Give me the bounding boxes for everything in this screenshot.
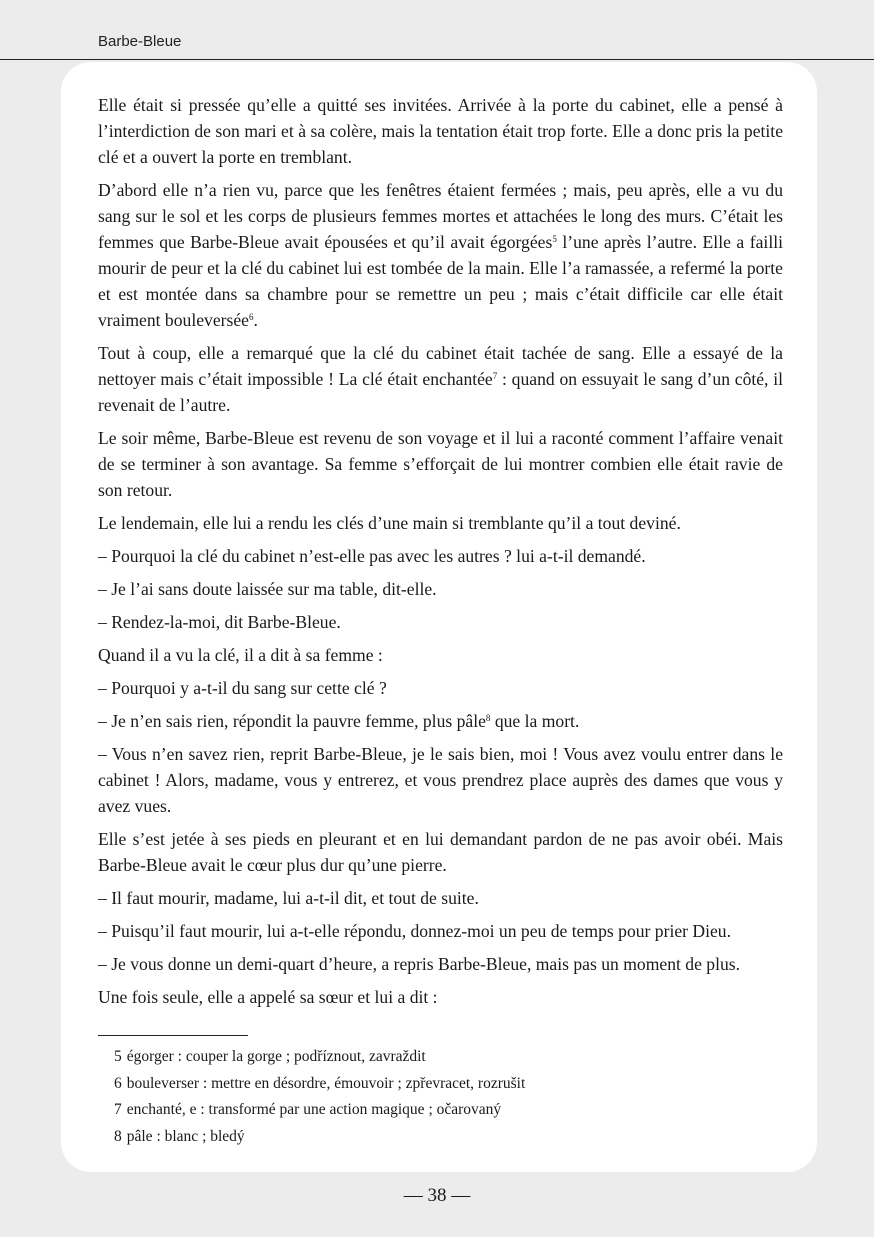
paragraph-text: : quand on essuyait le sang d’un côté, il revenait de l’autre. [98,369,784,415]
paragraph-text: D’abord elle n’a rien vu, parce que les fenêtres étaient fermées ; mais, peu après, elle a vu du sang sur le sol et les corps de plusieurs femmes mortes et attachées le long des murs. C’était les femmes que Barbe-Bleue avait épousées et qu’il avait égorgées [98,180,783,252]
footnote-ref: 7 [492,371,498,381]
paragraph [98,708,783,734]
paragraph-text: que la mort. [490,711,580,731]
paragraph [98,510,783,536]
body-text [98,92,783,1010]
paragraph-text: Le soir même, Barbe-Bleue est revenu de son voyage et il lui a raconté comment l’affaire venait de se terminer à son avantage. Sa femme s’efforçait de lui montrer combien elle était ravie de son retour. [98,428,783,500]
paragraph-text: . [253,310,258,330]
paragraph-text: Le lendemain, elle lui a rendu les clés d’une main si tremblante qu’il a tout deviné. [98,513,681,533]
footnote-number: 6 [114,1074,122,1092]
footnote-text: bouleverser : mettre en désordre, émouvoir ; zpřevracet, rozrušit [126,1074,526,1092]
paragraph-text: – Pourquoi y a-t-il du sang sur cette clé ? [98,678,387,698]
paragraph-text: – Il faut mourir, madame, lui a-t-il dit, et tout de suite. [98,888,479,908]
paragraph [98,642,783,668]
footnote-number: 5 [114,1048,122,1065]
footnote [98,1044,783,1071]
paragraph [98,576,783,602]
footnote [98,1124,783,1151]
paragraph [98,340,783,418]
page-header [0,0,874,60]
paragraph [98,826,783,878]
paragraph-text: Elle s’est jetée à ses pieds en pleurant et en lui demandant pardon de ne pas avoir obéi. Mais Barbe-Bleue avait le cœur plus dur qu’une pierre. [98,829,783,875]
footnote-text: pâle : blanc ; bledý [126,1127,245,1145]
footnote-divider [98,1035,248,1036]
footnote [98,1097,783,1124]
paragraph-text: Une fois seule, elle a appelé sa sœur et lui a dit : [98,987,438,1007]
footnote-text: enchanté, e : transformé par une action magique ; očarovaný [126,1101,502,1118]
footnotes [98,1044,783,1150]
paragraph-text: Elle était si pressée qu’elle a quitté ses invitées. Arrivée à la porte du cabinet, elle a pensé à l’interdiction de son mari et à sa colère, mais la tentation était trop forte. Elle a donc pris la petite clé et a ouvert la porte en tremblant. [98,95,783,167]
text-card [61,62,817,1172]
footnote-ref: 6 [248,312,254,322]
paragraph [98,675,783,701]
paragraph [98,543,783,569]
footnote-number: 8 [114,1127,122,1145]
paragraph [98,741,783,819]
footnote-ref: 5 [552,234,557,244]
footnote-number: 7 [114,1101,122,1118]
paragraph-text: – Pourquoi la clé du cabinet n’est-elle pas avec les autres ? lui a-t-il demandé. [98,546,646,566]
footnote-text: égorger : couper la gorge ; podříznout, zavraždit [126,1048,426,1065]
paragraph [98,951,783,977]
paragraph-text: – Vous n’en savez rien, reprit Barbe-Bleue, je le sais bien, moi ! Vous avez voulu entrer dans le cabinet ! Alors, madame, vous y entrerez, et vous prendrez place auprès des dames que vous y avez vues. [98,744,783,816]
paragraph-text: – Je n’en sais rien, répondit la pauvre femme, plus pâle [98,711,486,731]
paragraph-text: l’une après l’autre. Elle a failli mourir de peur et la clé du cabinet lui est tombée de la main. Elle l’a ramassée, a refermé la porte et est montée dans sa chambre pour se remettre un peu ; mais c’était difficile car elle était vraiment bouleversée [98,232,783,330]
paragraph-text: – Puisqu’il faut mourir, lui a-t-elle répondu, donnez-moi un peu de temps pour prier Dieu. [98,921,732,941]
paragraph-text: – Je vous donne un demi-quart d’heure, a repris Barbe-Bleue, mais pas un moment de plus. [98,954,741,974]
footnote [98,1071,783,1098]
paragraph [98,177,783,333]
paragraph-text: Quand il a vu la clé, il a dit à sa femme : [98,645,383,665]
page-number: — 38 — [403,1185,471,1206]
paragraph [98,609,783,635]
paragraph-text: – Rendez-la-moi, dit Barbe-Bleue. [98,612,341,632]
paragraph [98,984,783,1010]
paragraph [98,425,783,503]
paragraph [98,918,783,944]
footnote-ref: 8 [485,713,491,723]
paragraph-text: – Je l’ai sans doute laissée sur ma table, dit-elle. [98,579,437,599]
paragraph-text: Tout à coup, elle a remarqué que la clé du cabinet était tachée de sang. Elle a essayé de la nettoyer mais c’était impossible ! La clé était enchantée [98,343,783,389]
paragraph [98,92,783,170]
header-title: Barbe-Bleue [98,33,182,50]
paragraph [98,885,783,911]
